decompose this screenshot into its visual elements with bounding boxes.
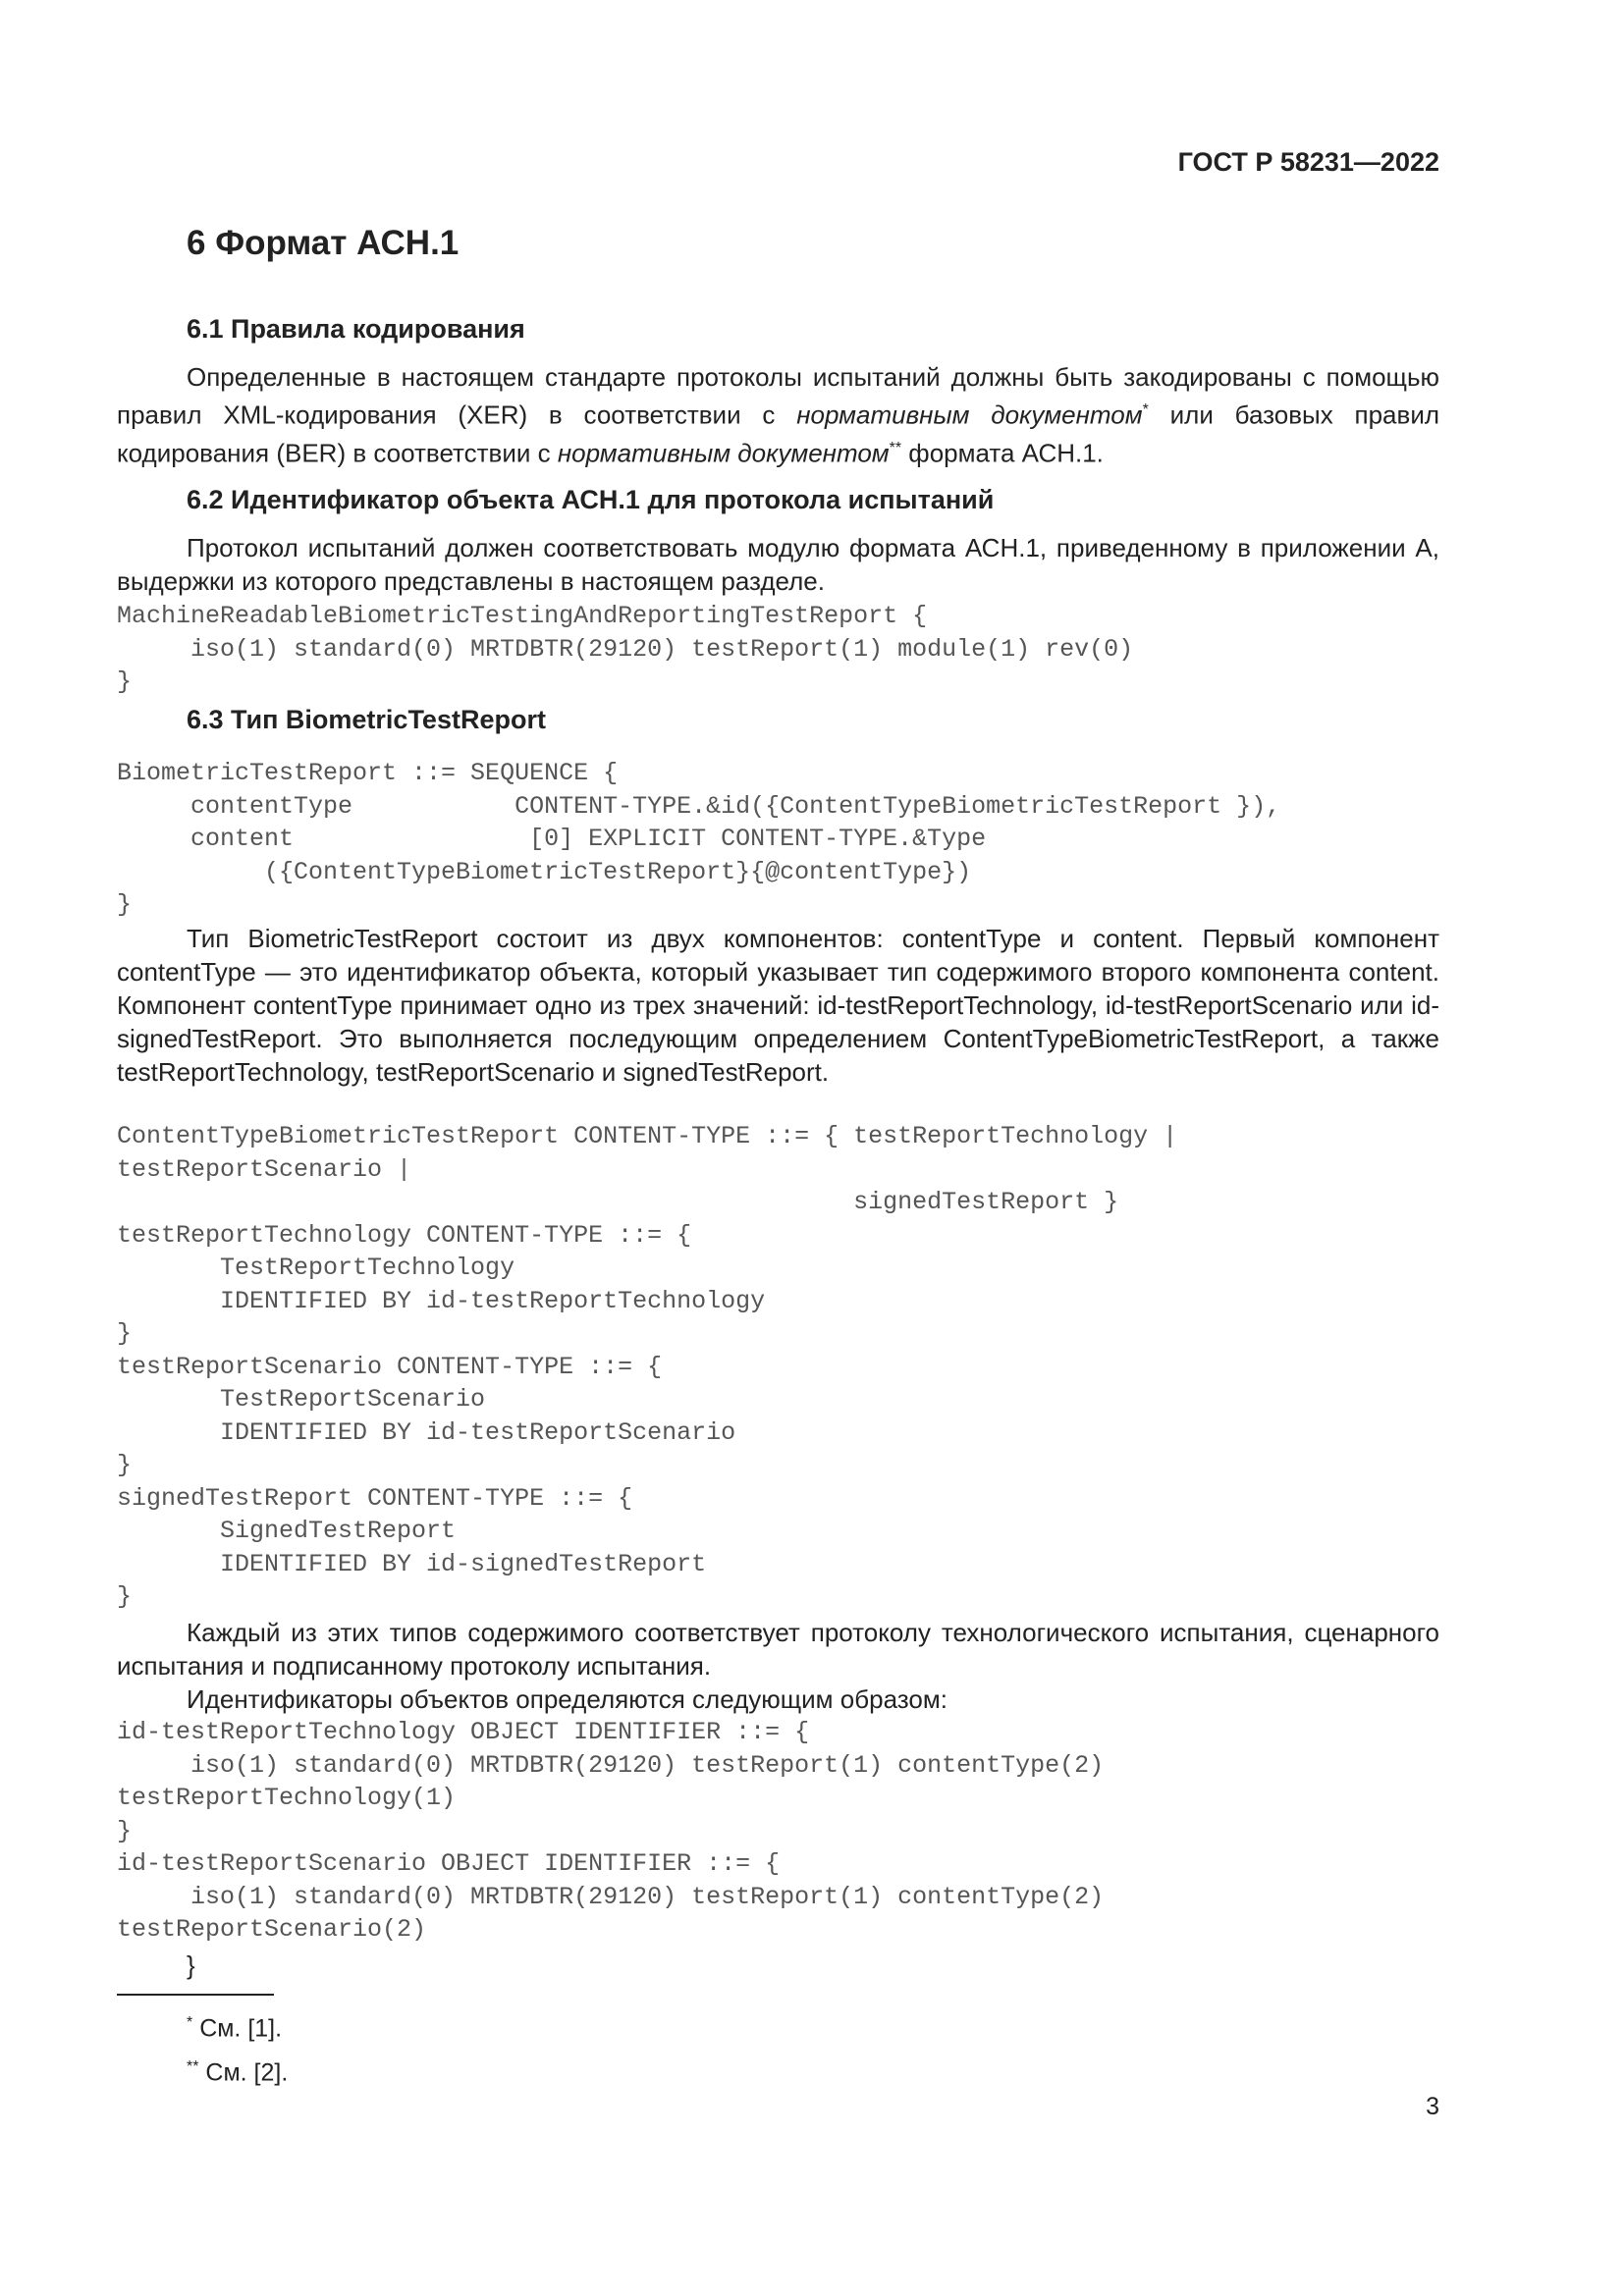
footnote-ref-1: * bbox=[1142, 401, 1149, 418]
code-object-identifiers: id-testReportTechnology OBJECT IDENTIFIER ::= { iso(1) standard(0) MRTDBTR(29120) testReport(1) contentType(2) testReportTechnology(1) } id-testReportScenario OBJECT IDENTIFIER ::= { iso(1) standard(0) MRTDBTR(29120) testReport(1) contentType(2) testReportScenario(2) bbox=[117, 1718, 1105, 1944]
paragraph-type-description: Тип BiometricTestReport состоит из двух компонентов: contentType и content. Первый компонент contentType — это идентификатор объекта, который указывает тип содержимого второго компонента content. Компонент contentType принимает одно из трех значений: id-testReportTechnology, id-testReportScenario или id-signedTestReport. Это выполняется последующим определением ContentTypeBiometricTestReport, а также testReportTechnology, testReportScenario и signedTestReport. bbox=[117, 924, 1439, 1087]
footnote-2: ** См. [2]. bbox=[187, 2058, 289, 2087]
paragraph-content-types-meaning: Каждый из этих типов содержимого соответствует протоколу технологического испытания, сценарного испытания и подписанному протоколу испытания. bbox=[117, 1618, 1439, 1681]
subsection-6-3-title: 6.3 Тип BiometricTestReport bbox=[187, 705, 546, 734]
section-title: 6 Формат АСН.1 bbox=[187, 224, 460, 262]
paragraph-encoding-rules: Определенные в настоящем стандарте протоколы испытаний должны быть закодированы с помощью правил XML-кодирования (XER) в соответствии с нормативным документом* или базовых правил кодирования (BER) в соответствии с нормативным документом** формата АСН.1. bbox=[117, 362, 1440, 468]
footnote-separator bbox=[117, 1994, 274, 1996]
emphasis-normative-doc-2: нормативным документом bbox=[557, 438, 890, 468]
paragraph-module-reference: Протокол испытаний должен соответствовать модулю формата АСН.1, приведенному в приложении А, выдержки из которого представлены в настоящем разделе. bbox=[117, 533, 1439, 596]
footnote-1: * См. [1]. bbox=[187, 2014, 283, 2043]
page-number: 3 bbox=[1426, 2093, 1439, 2120]
footnote-ref-2: ** bbox=[889, 439, 902, 456]
code-biometric-test-report: BiometricTestReport ::= SEQUENCE { contentType CONTENT-TYPE.&id({ContentTypeBiometricTestReport }), content [0] EXPLICIT CONTENT-TYPE.&Type ({ContentTypeBiometricTestReport}{@contentType}) } bbox=[117, 759, 1281, 919]
closing-brace: } bbox=[187, 1950, 195, 1980]
subsection-6-1-title: 6.1 Правила кодирования bbox=[187, 314, 525, 344]
emphasis-normative-doc-1: нормативным документом bbox=[796, 400, 1143, 430]
code-module-identifier: MachineReadableBiometricTestingAndReportingTestReport { iso(1) standard(0) MRTDBTR(29120) testReport(1) module(1) rev(0) } bbox=[117, 602, 1134, 696]
standard-code: ГОСТ Р 58231—2022 bbox=[1177, 147, 1439, 177]
code-content-types: ContentTypeBiometricTestReport CONTENT-TYPE ::= { testReportTechnology | testReportScenario | signedTestReport } testReportTechnology CONTENT-TYPE ::= { TestReportTechnology IDENTIFIED BY id-testReportTechnology } testReportScenario CONTENT-TYPE ::= { TestReportScenario IDENTIFIED BY id-testReportScenario } signedTestReport CONTENT-TYPE ::= { SignedTestReport IDENTIFIED BY id-signedTestReport } bbox=[117, 1122, 1178, 1611]
paragraph-object-identifiers-intro: Идентификаторы объектов определяются следующим образом: bbox=[187, 1684, 947, 1714]
subsection-6-2-title: 6.2 Идентификатор объекта АСН.1 для протокола испытаний bbox=[187, 485, 995, 514]
